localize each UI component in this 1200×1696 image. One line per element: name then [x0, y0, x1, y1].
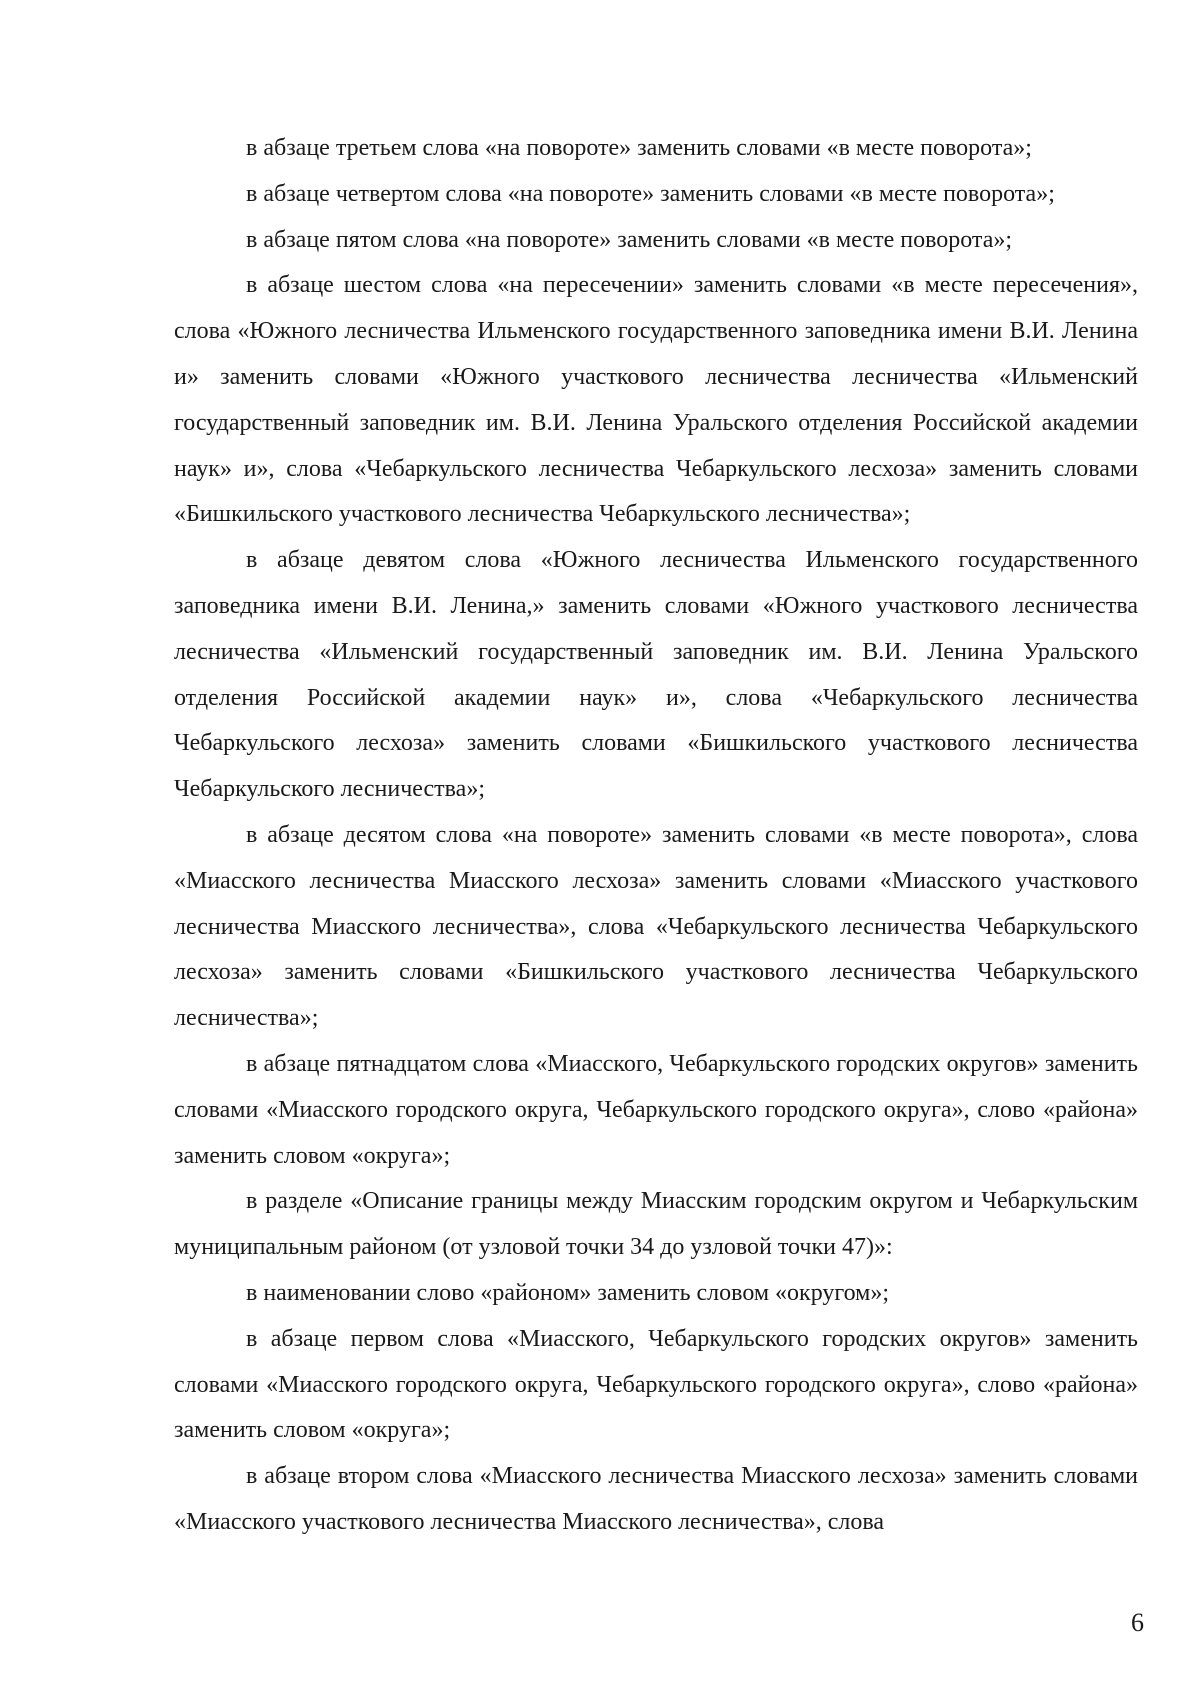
page-number: 6 — [1131, 1608, 1144, 1637]
paragraph-1: в абзаце третьем слова «на повороте» заменить словами «в месте поворота»; — [246, 135, 1032, 161]
paragraph-4: в абзаце шестом слова «на пересечении» заменить словами «в месте пересечения», слова «Южного лесничества Ильменского государственного заповедника имени В.И. Ленина и» заменить словами «Южного участкового лесничества лесничества «Ильменский государственный заповедник им. В.И. Ленина Уральского отделения Российской академии наук» и», слова «Чебаркульского лесничества Чебаркульского лесхоза» заменить словами «Бишкильского участкового лесничества Чебаркульского лесничества»; — [174, 272, 1138, 528]
paragraph-11: в абзаце втором слова «Миасского лесничества Миасского лесхоза» заменить словами «Миасского участкового лесничества Миасского лесничества», слова — [174, 1463, 1138, 1535]
paragraph-9: в наименовании слово «районом» заменить словом «округом»; — [246, 1279, 890, 1306]
paragraph-3: в абзаце пятом слова «на повороте» заменить словами «в месте поворота»; — [246, 226, 1013, 253]
paragraph-2: в абзаце четвертом слова «на повороте» заменить словами «в месте поворота»; — [246, 180, 1055, 207]
paragraph-10: в абзаце первом слова «Миасского, Чебаркульского городских округов» заменить словами «Миасского городского округа, Чебаркульского городского округа», слово «района» заменить словом «округа»; — [174, 1325, 1138, 1444]
paragraph-5: в абзаце девятом слова «Южного лесничества Ильменского государственного заповедника имени В.И. Ленина,» заменить словами «Южного участкового лесничества лесничества «Ильменский государственный заповедник им. В.И. Ленина Уральского отделения Российской академии наук» и», слова «Чебаркульского лесничества Чебаркульского лесхоза» заменить словами «Бишкильского участкового лесничества Чебаркульского лесничества»; — [174, 547, 1138, 803]
paragraph-6: в абзаце десятом слова «на повороте» заменить словами «в месте поворота», слова «Миасского лесничества Миасского лесхоза» заменить словами «Миасского участкового лесничества Миасского лесничества», слова «Чебаркульского лесничества Чебаркульского лесхоза» заменить словами «Бишкильского участкового лесничества Чебаркульского лесничества»; — [174, 821, 1138, 1032]
paragraph-8: в разделе «Описание границы между Миасским городским округом и Чебаркульским муниципальным районом (от узловой точки 34 до узловой точки 47)»: — [174, 1188, 1138, 1261]
document-body — [174, 126, 1138, 1546]
paragraph-7: в абзаце пятнадцатом слова «Миасского, Чебаркульского городских округов» заменить словами «Миасского городского округа, Чебаркульского городского округа», слово «района» заменить словом «округа»; — [174, 1050, 1138, 1169]
